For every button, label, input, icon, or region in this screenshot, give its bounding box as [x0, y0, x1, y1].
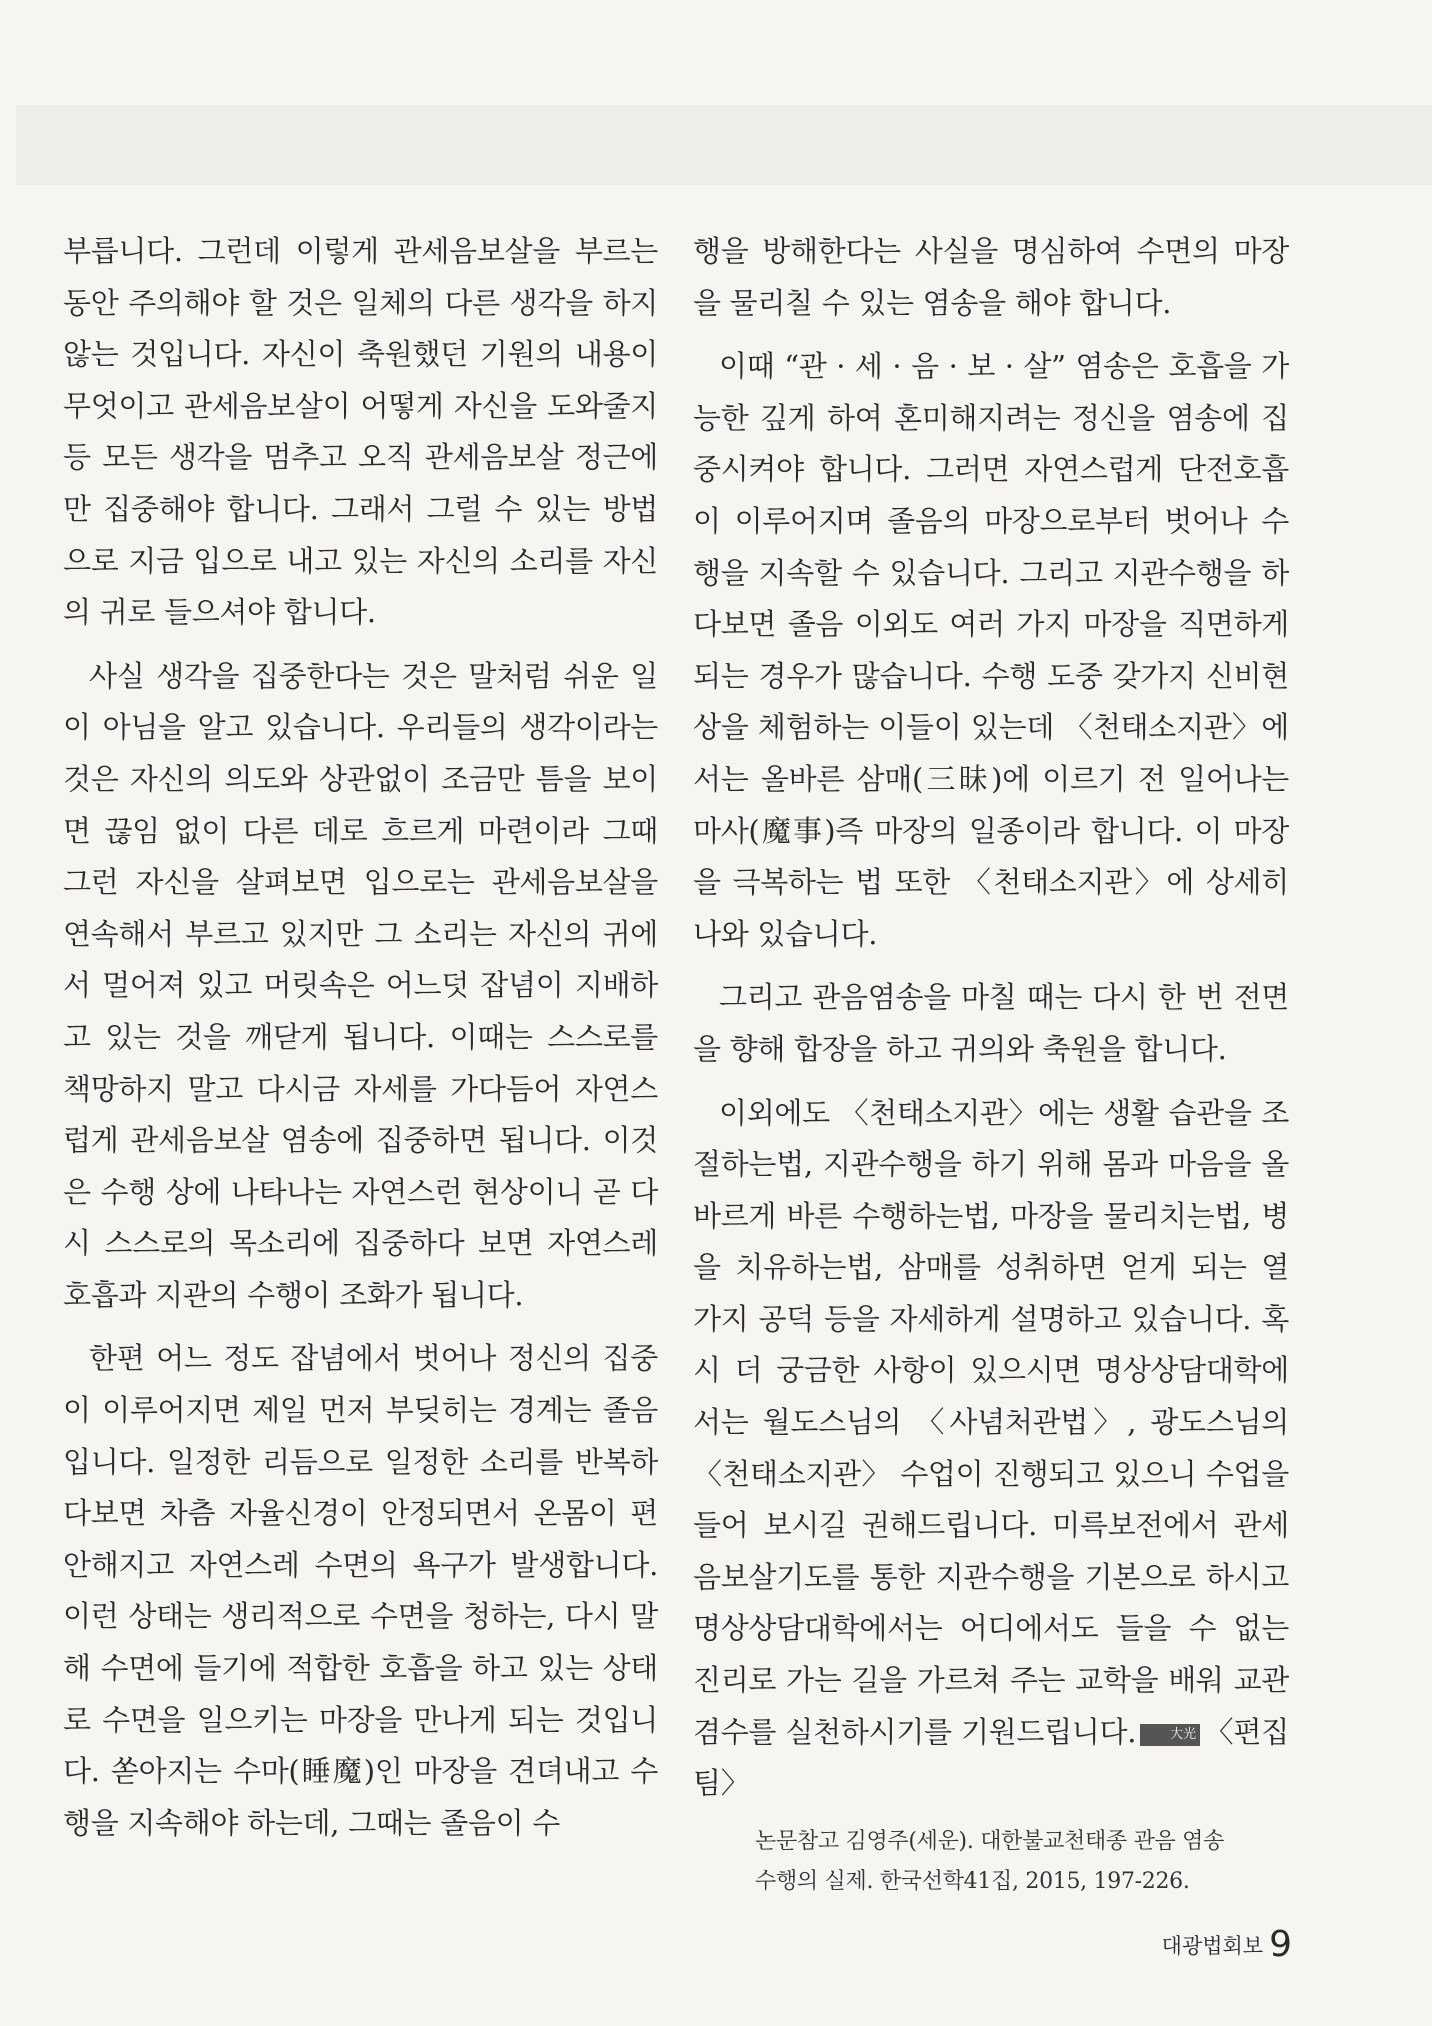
- paragraph: 행을 방해한다는 사실을 명심하여 수면의 마장을 물리칠 수 있는 염송을 해야 합니다.: [693, 234, 1289, 320]
- author-signature: 〈편집팀〉: [693, 1714, 1289, 1801]
- daekwang-seal: 大光: [1140, 1724, 1200, 1746]
- paragraph: 이때 “관 · 세 · 음 · 보 · 살” 염송은 호흡을 가능한 깊게 하여 혼미해지려는 정신을 염송에 집중시켜야 합니다. 그러면 자연스럽게 단전호흡이 이루어지며 졸음의 마장으로부터 벗어나 수행을 지속할 수 있습니다. 그리고 지관수행을 하다보면 졸음 이외도 여러 가지 마장을 직면하게 되는 경우가 많습니다. 수행 도중 갖가지 신비현상을 체험하는 이들이 있는데 〈천태소지관〉에서는 올바른 삼매(三昧)에 이르기 전 일어나는 마사(魔事)즉 마장의 일종이라 합니다. 이 마장을 극복하는 법 또한 〈천태소지관〉에 상세히 나와 있습니다.: [693, 349, 1289, 951]
- page-footer: [1162, 1924, 1292, 1965]
- publication-name: 대광법회보: [1161, 1934, 1264, 1958]
- paragraph: 부릅니다. 그런데 이렇게 관세음보살을 부르는 동안 주의해야 할 것은 일체의 다른 생각을 하지 않는 것입니다. 자신이 축원했던 기원의 내용이 무엇이고 관세음보살이 어떻게 자신을 도와줄지 등 모든 생각을 멈추고 오직 관세음보살 정근에만 집중해야 합니다. 그래서 그럴 수 있는 방법으로 지금 입으로 내고 있는 자신의 소리를 자신의 귀로 들으셔야 합니다.: [63, 234, 658, 630]
- paragraph: 그리고 관음염송을 마칠 때는 다시 한 번 전면을 향해 합장을 하고 귀의와 축원을 합니다.: [693, 980, 1289, 1066]
- reference-line: 논문참고 김영주(세운). 대한불교천태종 관음 염송: [755, 1828, 1225, 1854]
- reference-line: 수행의 실제. 한국선학41집, 2015, 197-226.: [755, 1868, 1190, 1894]
- paragraph: 한편 어느 정도 잡념에서 벗어나 정신의 집중이 이루어지면 제일 먼저 부딪히는 경계는 졸음입니다. 일정한 리듬으로 일정한 소리를 반복하다보면 차츰 자율신경이 안정되면서 온몸이 편안해지고 자연스레 수면의 욕구가 발생합니다. 이런 상태는 생리적으로 수면을 청하는, 다시 말해 수면에 들기에 적합한 호흡을 하고 있는 상태로 수면을 일으키는 마장을 만나게 되는 것입니다. 쏟아지는 수마(睡魔)인 마장을 견뎌내고 수행을 지속해야 하는데, 그때는 졸음이 수: [63, 1341, 658, 1840]
- references: [693, 1822, 1289, 1902]
- closing-paragraph: [693, 1088, 1289, 1810]
- right-column: [693, 226, 1289, 1914]
- page-number: 9: [1269, 1924, 1292, 1965]
- left-column: [63, 226, 658, 1861]
- top-band: [16, 105, 1432, 185]
- paragraph: 사실 생각을 집중한다는 것은 말처럼 쉬운 일이 아님을 알고 있습니다. 우리들의 생각이라는 것은 자신의 의도와 상관없이 조금만 틈을 보이면 끊임 없이 다른 데로 흐르게 마련이라 그때 그런 자신을 살펴보면 입으로는 관세음보살을 연속해서 부르고 있지만 그 소리는 자신의 귀에서 멀어져 있고 머릿속은 어느덧 잡념이 지배하고 있는 것을 깨닫게 됩니다. 이때는 스스로를 책망하지 말고 다시금 자세를 가다듬어 자연스럽게 관세음보살 염송에 집중하면 됩니다. 이것은 수행 상에 나타나는 자연스런 현상이니 곧 다시 스스로의 목소리에 집중하다 보면 자연스레 호흡과 지관의 수행이 조화가 됩니다.: [63, 658, 658, 1312]
- closing-text: 이외에도 〈천태소지관〉에는 생활 습관을 조절하는법, 지관수행을 하기 위해 몸과 마음을 올바르게 바른 수행하는법, 마장을 물리치는법, 병을 치유하는법, 삼매를 성취하면 얻게 되는 열 가지 공덕 등을 자세하게 설명하고 있습니다. 혹시 더 궁금한 사항이 있으시면 명상상담대학에서는 월도스님의 〈사념처관법〉, 광도스님의 〈천태소지관〉 수업이 진행되고 있으니 수업을 들어 보시길 권해드립니다. 미륵보전에서 관세음보살기도를 통한 지관수행을 기본으로 하시고 명상상담대학에서는 어디에서도 들을 수 없는 진리로 가는 길을 가르쳐 주는 교학을 배워 교관겸수를 실천하시기를 기원드립니다.: [693, 1095, 1289, 1749]
